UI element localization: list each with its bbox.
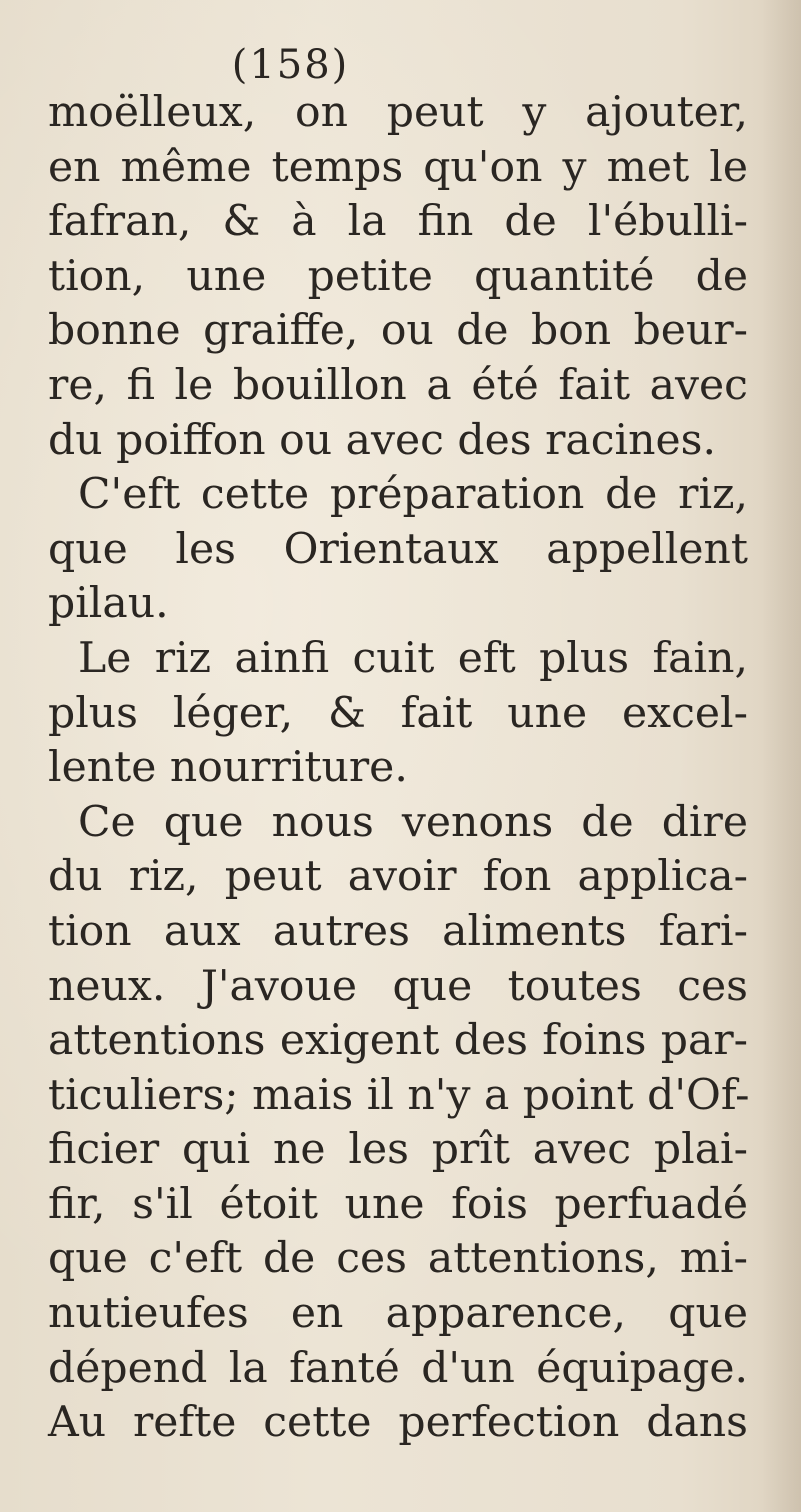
text-line: en même temps qu'on y met le [48,142,748,192]
text-line: dépend la fanté d'un équipage. [48,1343,748,1393]
text-line: re, fi le bouillon a été fait avec [48,360,748,410]
text-line: du poiffon ou avec des racines. [48,415,716,465]
page-edge-shadow [761,0,801,1512]
text-line: moëlleux, on peut y ajouter, [48,88,748,137]
text-line: fir, s'il étoit une fois perfuadé [48,1179,748,1229]
text-line: tion, une petite quantité de [48,251,748,301]
text-line: C'eft cette préparation de riz, [78,470,748,520]
text-line: plus léger, & fait une excel- [48,688,748,738]
text-line: lente nourriture. [48,743,408,793]
text-line: neux. J'avoue que toutes ces [48,961,748,1011]
text-line: bonne graiffe, ou de bon beur- [48,306,748,356]
text-line: Ce que nous venons de dire [78,797,748,847]
text-line: Le riz ainfi cuit eft plus fain, [78,633,748,683]
text-line: que c'eft de ces attentions, mi- [48,1234,748,1284]
text-line: ficier qui ne les prît avec plai- [48,1125,748,1175]
text-line: tion aux autres aliments fari- [48,906,748,956]
text-line: que les Orientaux appellent [48,524,748,574]
body-text [48,86,748,1451]
text-line: pilau. [48,579,169,629]
text-line: attentions exigent des foins par- [48,1016,748,1066]
page-number: (158) [231,42,350,88]
text-line: fafran, & à la fin de l'ébulli- [48,197,748,247]
text-line: du riz, peut avoir fon applica- [48,852,748,902]
text-line: nutieufes en apparence, que [48,1289,748,1339]
text-line: Au refte cette perfection dans [48,1398,748,1448]
text-line: ticuliers; mais il n'y a point d'Of- [48,1070,750,1120]
